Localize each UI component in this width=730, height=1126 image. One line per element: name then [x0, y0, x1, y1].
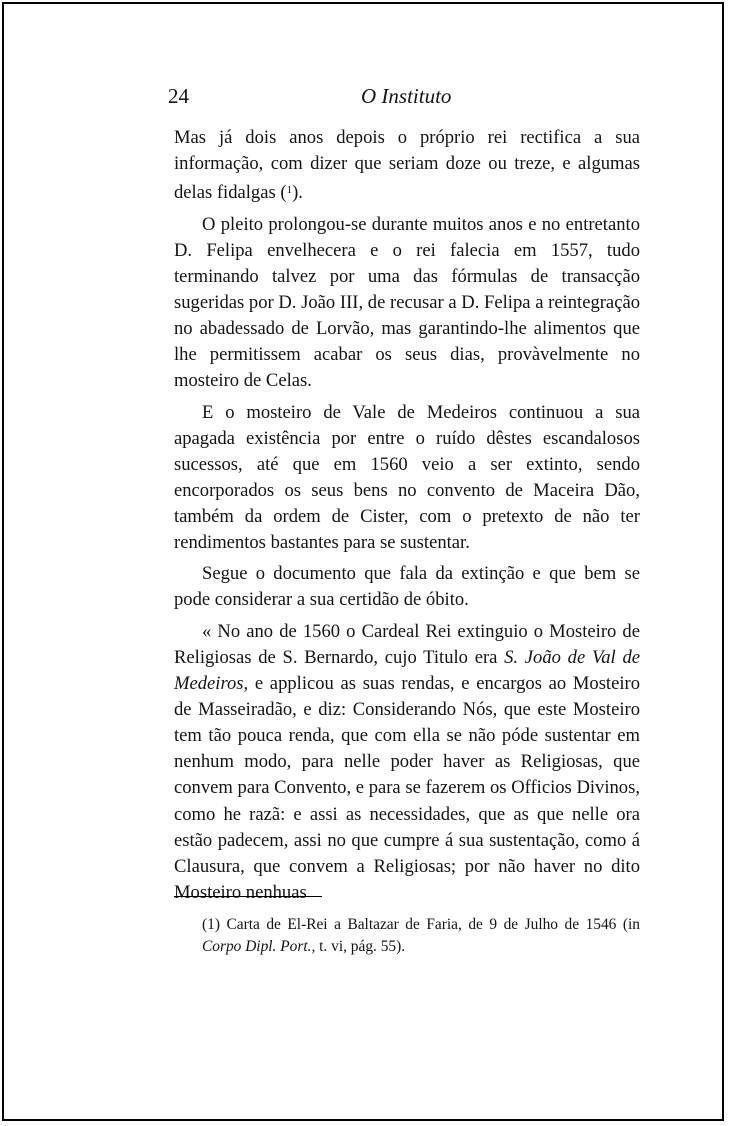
footnote-marker: (1): [202, 916, 220, 933]
paragraph-2: O pleito prolongou-se durante muitos anos e no entretanto D. Felipa envelhecera e o rei falecia em 1557, tudo terminando talvez por uma das fórmulas de transacção sugeridas por D. João III, de recusar a D. Felipa a reintegração no abadessado de Lorvão, mas garantindo-lhe alimentos que lhe permitissem acabar os seus dias, provàvelmente no mosteiro de Celas.: [174, 213, 640, 392]
running-title: O Instituto: [361, 84, 452, 108]
source-title: Corpo Dipl. Port.,: [202, 938, 316, 956]
monastery-name: S. João de Val de Medeiros,: [174, 646, 640, 695]
paragraph-1: Mas já dois anos depois o próprio rei rectifica a sua informação, com dizer que seriam doze ou treze, e algumas delas fidalgas ($^1$).: [174, 127, 640, 204]
paragraph-5-quotation: « No ano de 1560 o Cardeal Rei extinguio o Mosteiro de Religiosas de S. Bernardo, cujo Titulo era S. João de Val de Medeiros, e applicou as suas rendas, e encargos ao Mosteiro de Masseiradão, e diz: Considerando Nós, que este Mosteiro tem tão pouca renda, que com ella se não póde sustentar em nenhum modo, para nelle poder haver as Religiosas, que convem para Convento, e para se fazerem os Officios Divinos, como he razã: e assi as necessidades, que as que nelle ora estão padecem, assi no que cumpre á sua sustentação, como á Clausura, que convem a Religiosas; por não haver no dito Mosteiro nenhuas: [174, 620, 640, 903]
page-number: 24: [168, 84, 189, 108]
paragraph-4: Segue o documento que fala da extinção e que bem se pode considerar a sua certidão de óbito.: [174, 563, 640, 611]
footnote-rule: [174, 896, 322, 897]
footnote: (1) Carta de El-Rei a Baltazar de Faria, de 9 de Julho de 1546 (in Corpo Dipl. Port., t. vi, pág. 55).: [202, 916, 640, 956]
paragraph-3: E o mosteiro de Vale de Medeiros continuou a sua apagada existência por entre o ruído dêstes escandalosos sucessos, até que em 1560 veio a ser extinto, sendo encorporados os seus bens no convento de Maceira Dão, também da ordem de Cister, com o pretexto de não ter rendimentos bastantes para se sustentar.: [174, 401, 640, 553]
running-header: [0, 84, 730, 112]
body-text: [174, 125, 640, 906]
footnote-reference: 1: [286, 184, 293, 197]
